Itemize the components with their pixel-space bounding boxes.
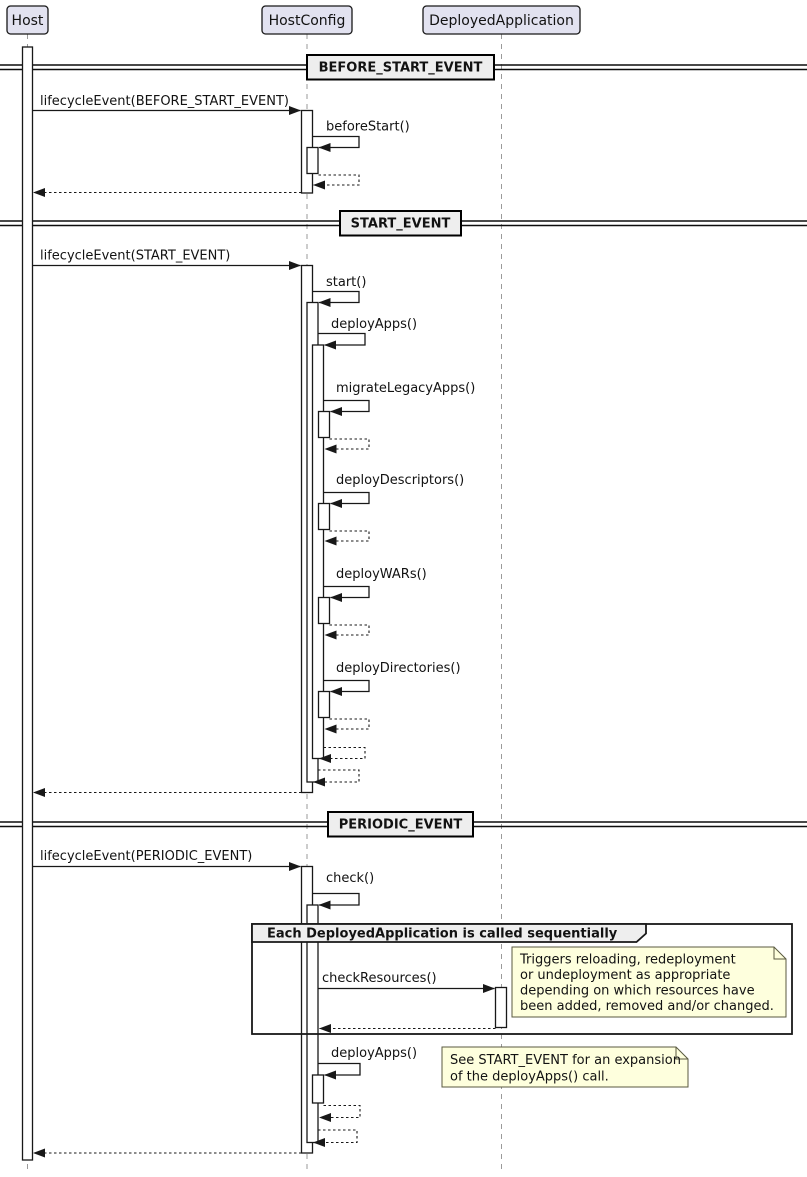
activation-deployapps-periodic — [313, 1075, 324, 1103]
note-line: of the deployApps() call. — [450, 1069, 609, 1085]
group-title: Each DeployedApplication is called sequentially — [267, 926, 618, 942]
activation-deploydirectories — [319, 692, 330, 718]
divider-label: PERIODIC_EVENT — [338, 817, 463, 833]
note-line: depending on which resources have — [520, 983, 755, 999]
return-arrow-before-start — [314, 175, 360, 185]
participant-label: DeployedApplication — [429, 13, 574, 29]
message-arrow-deploy-directories — [324, 681, 370, 692]
activation-deploywars — [319, 598, 330, 624]
return-arrow-deploy-apps — [320, 748, 366, 759]
note-deploy-apps — [442, 1047, 688, 1087]
return-arrow-check — [314, 1130, 358, 1143]
return-arrow-migrate-legacy-apps — [325, 439, 369, 449]
participant-label: HostConfig — [268, 13, 346, 29]
activation-beforestart — [307, 148, 318, 174]
activation-deploydescriptors — [319, 504, 330, 530]
participant-label: Host — [11, 13, 44, 29]
activation-deployedapplication — [496, 988, 507, 1028]
message-arrow-deploy-apps — [318, 334, 365, 346]
message-label-lifecycle-start: lifecycleEvent(START_EVENT) — [40, 248, 231, 264]
activation-host — [23, 47, 33, 1160]
message-label-start: start() — [326, 275, 367, 290]
message-arrow-migrate-legacy-apps — [324, 401, 370, 412]
divider-before-start-event — [307, 55, 494, 80]
note-line: See START_EVENT for an expansion — [450, 1053, 681, 1068]
note-line: or undeployment as appropriate — [520, 968, 731, 983]
message-arrow-start — [313, 292, 360, 303]
message-arrow-check — [313, 894, 360, 906]
note-line: Triggers reloading, redeployment — [520, 952, 736, 968]
participant-host — [7, 6, 48, 34]
activation-migratelegacyapps — [319, 412, 330, 438]
return-arrow-deploy-directories — [325, 719, 369, 729]
message-label-migrate-legacy-apps: migrateLegacyApps() — [336, 381, 476, 396]
divider-label: BEFORE_START_EVENT — [318, 60, 483, 76]
message-label-deploy-apps: deployApps() — [331, 317, 418, 332]
message-label-deploy-descriptors: deployDescriptors() — [336, 473, 465, 488]
return-arrow-start — [314, 770, 360, 782]
message-label-deploy-directories: deployDirectories() — [336, 661, 461, 676]
message-label-lifecycle-periodic: lifecycleEvent(PERIODIC_EVENT) — [40, 849, 253, 864]
return-arrow-deploy-apps-periodic — [320, 1106, 361, 1118]
return-arrow-deploy-descriptors — [325, 531, 369, 541]
message-arrow-deploy-descriptors — [324, 493, 370, 504]
message-label-deploy-apps-periodic: deployApps() — [331, 1046, 418, 1061]
participant-hostconfig — [262, 6, 352, 34]
divider-start-event — [340, 211, 461, 236]
message-label-check-resources: checkResources() — [322, 971, 437, 986]
note-check-resources — [512, 947, 786, 1017]
message-label-deploy-wars: deployWARs() — [336, 567, 427, 582]
message-label-lifecycle-before-start: lifecycleEvent(BEFORE_START_EVENT) — [40, 94, 289, 109]
message-label-before-start: beforeStart() — [326, 119, 410, 135]
message-label-check: check() — [326, 871, 375, 886]
note-line: been added, removed and/or changed. — [520, 999, 774, 1014]
participant-deployedapplication — [423, 6, 580, 34]
divider-periodic-event — [328, 812, 473, 837]
message-arrow-deploy-apps-periodic — [318, 1064, 360, 1076]
message-arrow-deploy-wars — [324, 587, 370, 598]
message-arrow-before-start — [313, 137, 360, 148]
divider-label: START_EVENT — [350, 216, 451, 232]
return-arrow-deploy-wars — [325, 625, 369, 635]
